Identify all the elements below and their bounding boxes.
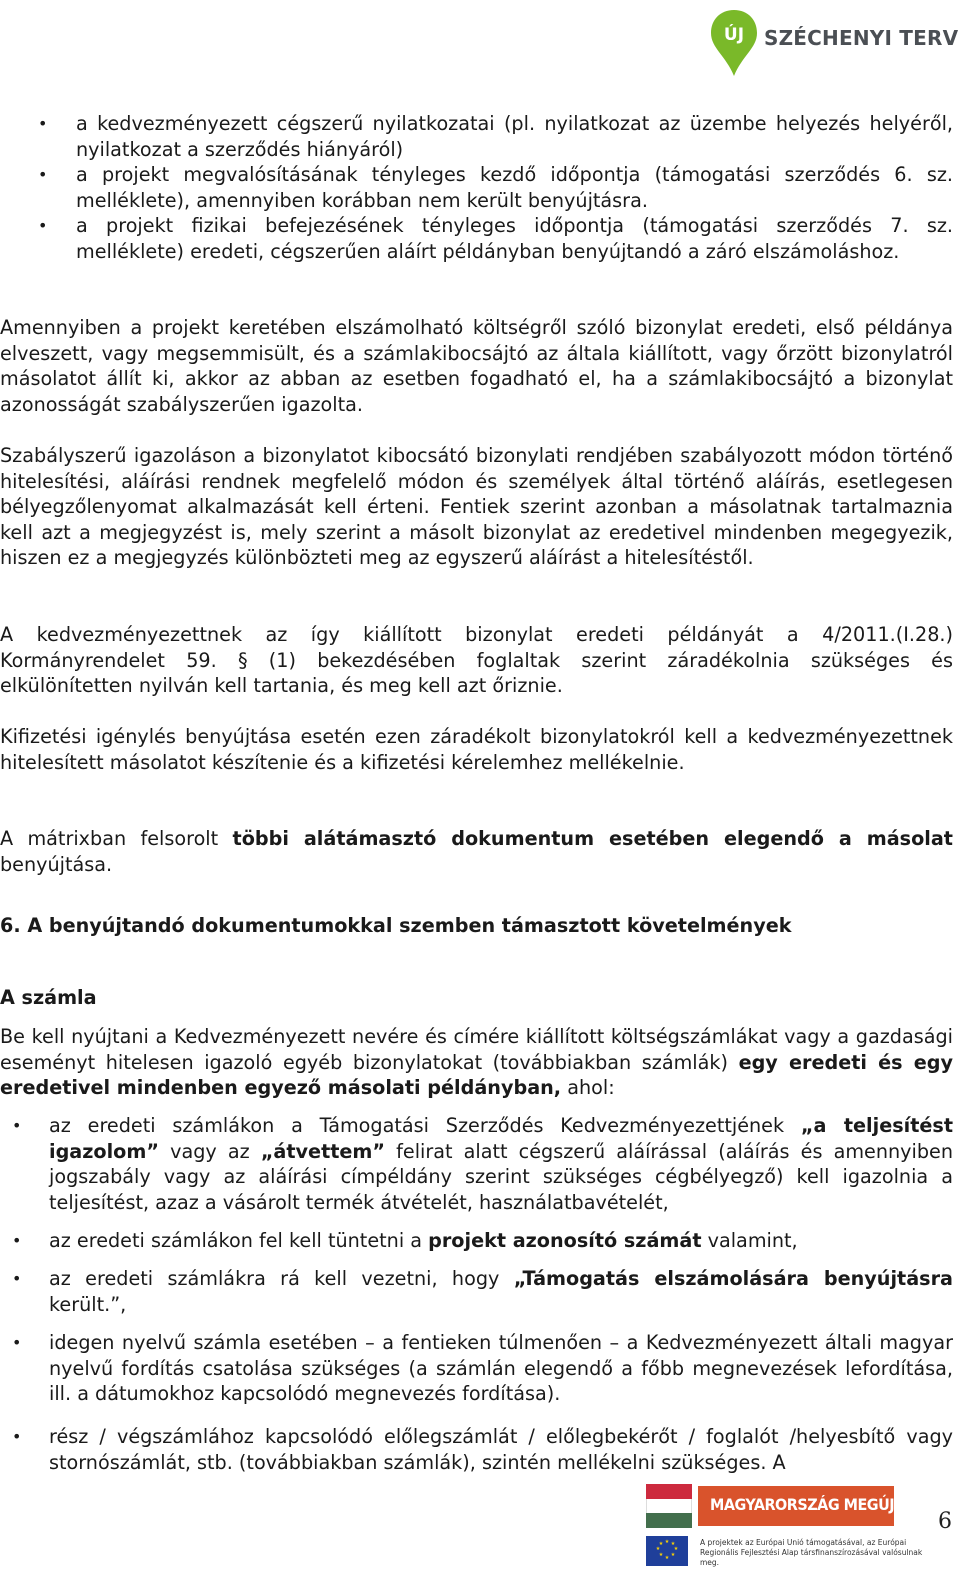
svg-text:★: ★	[673, 1546, 679, 1552]
text-span: az eredeti számlákra rá kell vezetni, hogy	[49, 1267, 514, 1290]
bold-text: egy eredeti és egy eredetivel mindenben egyező másolati példányban,	[0, 1050, 953, 1099]
text-span: benyújtása.	[0, 852, 113, 876]
list-item	[0, 1330, 953, 1424]
eu-flag-icon	[646, 1536, 688, 1566]
text-span: idegen nyelvű számla esetében – a fentieken túlmenően – a Kedvezményezett általi magyar nyelvű fordítás csatolása szükséges (a számlán elegendő a főbb megnevezések lefordítása, ill. a dátumokhoz kapcsolódó megnevezés fordítása).	[49, 1331, 953, 1405]
top-bullet-list	[0, 111, 953, 289]
subheading: A számla	[0, 986, 97, 1009]
logo-pin-icon	[708, 6, 764, 78]
svg-text:ÚJ: ÚJ	[723, 25, 745, 45]
list-item	[0, 162, 953, 213]
svg-text:★: ★	[670, 1541, 676, 1547]
banner-text: MAGYARORSZÁG MEGÚJUL	[710, 1495, 915, 1514]
eu-text-line: Regionális Fejlesztési Alap társfinanszírozásával valósulnak meg.	[700, 1548, 923, 1567]
bullet-icon: •	[12, 1231, 22, 1250]
text-span: valamint,	[701, 1229, 798, 1252]
bullet-icon: •	[38, 165, 48, 184]
paragraph: A kedvezményezettnek az így kiállított bizonylat eredeti példányát a 4/2011.(I.28.) Kormányrendelet 59. § (1) bekezdésében foglaltak szerint záradékolnia szükséges és elkülönítetten nyilván kell tartania, és meg kell azt őriznie.	[0, 623, 953, 697]
section-heading: 6. A benyújtandó dokumentumokkal szemben támasztott követelmények	[0, 914, 792, 937]
list-item	[0, 213, 953, 289]
text-span: rész / végszámlához kapcsolódó előlegszámlát / előlegbekérőt / foglalót /helyesbítő vagy stornószámlát, stb. (továbbiakban számlák), szintén mellékelni szükséges. A	[49, 1425, 953, 1474]
svg-text:★: ★	[664, 1539, 670, 1545]
logo-text: SZÉCHENYI TERV	[764, 26, 959, 50]
bullet-icon: •	[12, 1333, 22, 1352]
paragraph: Amennyiben a projekt keretében elszámolható költségről szóló bizonylat eredeti, első példánya elveszett, vagy megsemmisült, és a számlakibocsájtó az általa kiállított, vagy őrzött bizonylatról másolatot állít ki, akkor az abban az esetben fogadható el, ha a számlakibocsájtó a bizonylat azonosságát szabályszerűen igazolta.	[0, 316, 953, 416]
text-span: ahol:	[561, 1076, 615, 1099]
eu-funding-note	[700, 1538, 930, 1568]
list-item	[0, 1228, 953, 1266]
text-span: Be kell nyújtani a Kedvezményezett nevére és címére kiállított költségszámlákat vagy a gazdasági eseményt hitelesen igazoló egyéb bizonylatokat (továbbiakban számlák)	[0, 1025, 953, 1074]
szamla-bullet-list	[0, 1113, 953, 1475]
bold-text: „Támogatás elszámolására benyújtásra	[513, 1267, 953, 1290]
bullet-icon: •	[12, 1269, 22, 1288]
eu-text-line: A projektek az Európai Unió támogatásával, az Európai	[700, 1538, 907, 1547]
bold-text: projekt azonosító számát	[428, 1229, 702, 1252]
paragraph: Szabályszerű igazoláson a bizonylatot kibocsátó bizonylati rendjében szabályozott módon történő hitelesítési, aláírási rendnek megfelelő módon és személyek által történő aláírás, esetlegesen bélyegzőlenyomat alkalmazását kell érteni. Fentiek szerint azonban a másolatnak tartalmaznia kell azt a megjegyzést is, mely szerint a másolt bizonylat az eredetivel mindenben megegyezik, hiszen ez a megjegyzés különbözteti meg az egyszerű aláírást a hitelesítéstől.	[0, 444, 953, 569]
list-item-text: a projekt fizikai befejezésének tényleges időpontja (támogatási szerződés 7. sz. melléklete) eredeti, cégszerűen aláírt példányban benyújtandó a záró elszámoláshoz.	[76, 214, 953, 263]
text-span: az eredeti számlákon a Támogatási Szerződés Kedvezményezettjének	[49, 1114, 801, 1137]
paragraph	[0, 1024, 953, 1101]
svg-text:★: ★	[664, 1555, 670, 1561]
page-number: 6	[938, 1509, 952, 1534]
bold-text: „a teljesítést igazolom”	[49, 1114, 954, 1163]
text-span: felirat alatt cégszerű aláírással (aláírás és amennyiben jogszabály vagy az aláírási címpéldány szerint szükséges cégbélyegző) kell igazolnia a teljesítést, azaz a vásárolt termék átvételét, használatbavételét,	[49, 1139, 953, 1214]
list-item	[0, 1424, 953, 1475]
hungarian-flag-icon	[646, 1484, 692, 1528]
bullet-icon: •	[12, 1427, 22, 1446]
bold-text: többi alátámasztó dokumentum esetében elegendő a másolat	[232, 827, 953, 850]
magyarorszag-megujul-banner	[646, 1484, 915, 1528]
paragraph: Kifizetési igénylés benyújtása esetén ezen záradékolt bizonylatokról kell a kedvezményezettnek hitelesített másolatot készítenie és a kifizetési kérelemhez mellékelnie.	[0, 725, 953, 774]
text-span: került.”,	[49, 1292, 127, 1316]
list-item	[0, 1113, 953, 1228]
svg-text:★: ★	[655, 1546, 661, 1552]
bold-text: „átvettem”	[260, 1139, 386, 1163]
svg-text:★: ★	[670, 1552, 676, 1558]
paragraph	[0, 826, 953, 877]
list-item-text: a projekt megvalósításának tényleges kezdő időpontja (támogatási szerződés 6. sz. melléklete), amennyiben korábban nem került benyújtásra.	[76, 163, 953, 212]
bullet-icon: •	[38, 114, 48, 133]
text-span: vagy az	[158, 1139, 261, 1163]
bullet-icon: •	[12, 1116, 22, 1135]
szechenyi-terv-logo	[708, 6, 959, 78]
text-span: az eredeti számlákon fel kell tüntetni a	[49, 1229, 429, 1252]
list-item-text: a kedvezményezett cégszerű nyilatkozatai (pl. nyilatkozat az üzembe helyezés helyéről, nyilatkozat a szerződés hiányáról)	[76, 112, 953, 161]
list-item	[0, 111, 953, 162]
svg-text:★: ★	[658, 1541, 664, 1547]
bullet-icon: •	[38, 216, 48, 235]
text-span: A mátrixban felsorolt	[0, 827, 233, 850]
list-item	[0, 1266, 953, 1330]
svg-text:★: ★	[658, 1552, 664, 1558]
